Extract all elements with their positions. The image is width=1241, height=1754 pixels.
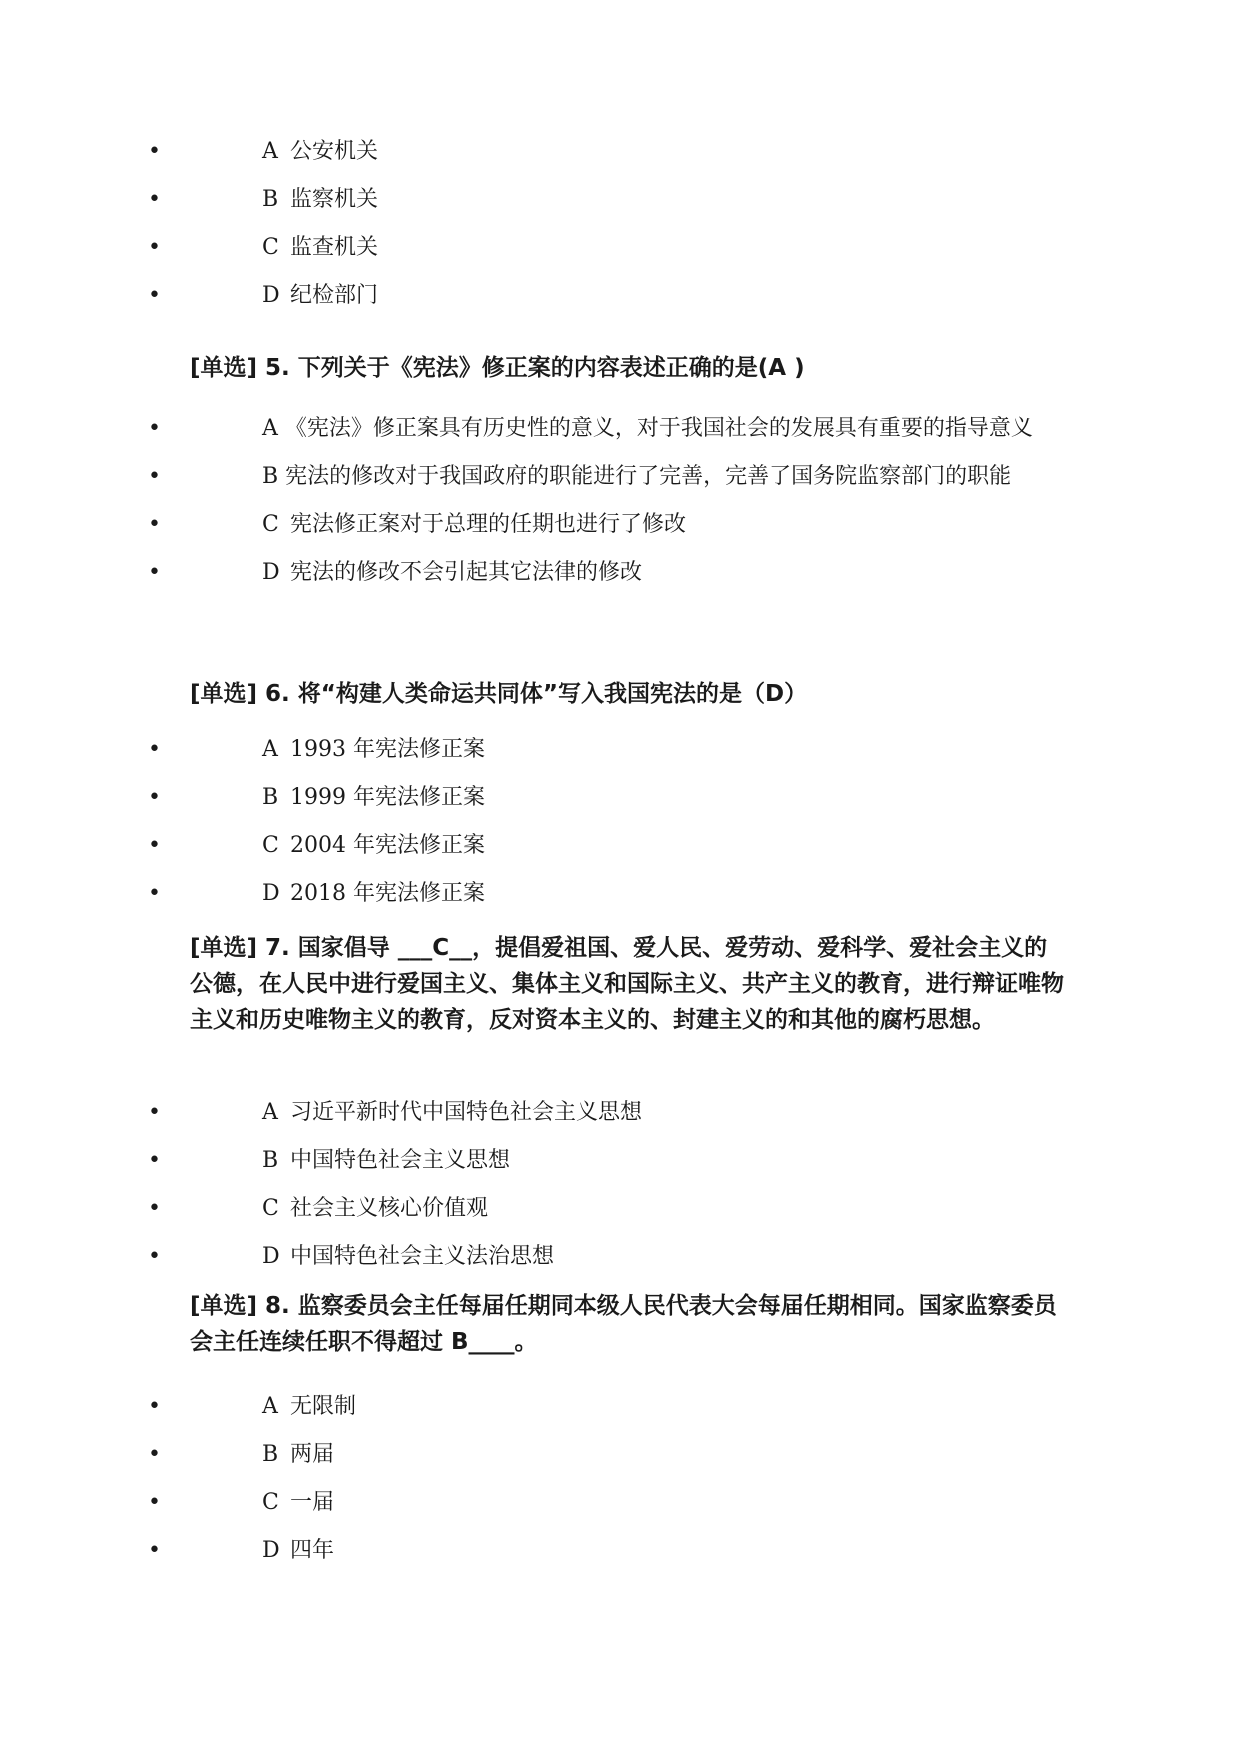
option-paragraph [190,460,1070,494]
q8-option-b [0,1438,1241,1472]
bullet-icon: • [148,1490,161,1515]
bullet-icon: • [148,560,161,585]
bullet-icon: • [148,1538,161,1563]
option-letter: C [262,833,279,858]
option-text: 《宪法》修正案具有历史性的意义，对于我国社会的发展具有重要的指导意义 [284,416,1033,441]
option-text: 宪法的修改对于我国政府的职能进行了完善，完善了国务院监察部门的职能 [285,464,1012,489]
q5-option-a [0,412,1070,446]
option-letter: D [262,1538,280,1563]
q7-option-a [0,1096,1241,1130]
bullet-icon: • [148,1244,161,1269]
option-letter: C [262,512,279,537]
q5-option-list [0,412,1241,604]
option-text: 社会主义核心价值观 [290,1196,489,1221]
option-text: 监查机关 [290,235,379,260]
q6-option-a [0,733,1241,767]
q4-option-b [0,183,1241,217]
option-letter: D [262,283,280,308]
option-text: 宪法的修改不会引起其它法律的修改 [290,560,643,585]
option-letter: B [262,464,279,489]
option-paragraph [190,412,1070,446]
option-letter: C [262,1490,279,1515]
bullet-icon: • [148,1442,161,1467]
option-text: 监察机关 [290,187,379,212]
option-text: 习近平新时代中国特色社会主义思想 [290,1100,643,1125]
q7-stem: [单选] 7. 国家倡导 ___C__，提倡爱祖国、爱人民、爱劳动、爱科学、爱社会主义的公德，在人民中进行爱国主义、集体主义和国际主义、共产主义的教育，进行辩证唯物主义和历史唯物主义的教育，反对资本主义的、封建主义的和其他的腐朽思想。 [190,935,1064,1033]
option-letter: D [262,560,280,585]
q4-option-c [0,231,1241,265]
option-text: 无限制 [290,1394,357,1419]
q6-option-c [0,829,1241,863]
q5-option-d [0,556,1241,590]
option-letter: A [262,416,278,441]
option-letter: B [262,187,279,212]
q6-option-d [0,877,1241,911]
bullet-icon: • [148,416,161,441]
bullet-icon: • [148,187,161,212]
option-letter: C [262,235,279,260]
q8-option-d [0,1534,1241,1568]
q6-option-list [0,733,1241,925]
q6-stem: [单选] 6. 将“构建人类命运共同体”写入我国宪法的是（D） [190,681,808,707]
bullet-icon: • [148,1394,161,1419]
option-letter: B [262,785,279,810]
q4-option-d [0,279,1241,313]
q8-option-a [0,1390,1241,1424]
option-text: 纪检部门 [290,283,379,308]
bullet-icon: • [148,785,161,810]
option-text: 2018 年宪法修正案 [290,881,485,906]
q8-option-list [0,1390,1241,1582]
option-text: 两届 [290,1442,335,1467]
bullet-icon: • [148,1148,161,1173]
bullet-icon: • [148,1100,161,1125]
option-letter: A [262,737,278,762]
q7-option-list [0,1096,1241,1288]
bullet-icon: • [148,235,161,260]
q6-option-b [0,781,1241,815]
option-text: 公安机关 [290,139,379,164]
bullet-icon: • [148,464,161,489]
q5-option-c [0,508,1241,542]
option-text: 四年 [290,1538,335,1563]
option-text: 2004 年宪法修正案 [290,833,485,858]
option-text: 宪法修正案对于总理的任期也进行了修改 [290,512,687,537]
option-letter: D [262,1244,280,1269]
option-letter: B [262,1148,279,1173]
bullet-icon: • [148,737,161,762]
bullet-icon: • [148,833,161,858]
bullet-icon: • [148,283,161,308]
bullet-icon: • [148,512,161,537]
q4-option-list [0,135,1241,327]
option-letter: A [262,139,278,164]
option-text: 1999 年宪法修正案 [290,785,485,810]
option-letter: A [262,1394,278,1419]
q8-stem: [单选] 8. 监察委员会主任每届任期同本级人民代表大会每届任期相同。国家监察委员会主任连续任职不得超过 B____。 [190,1293,1057,1355]
q4-option-a [0,135,1241,169]
q5-option-b [0,460,1070,494]
q8-option-c [0,1486,1241,1520]
option-letter: A [262,1100,278,1125]
bullet-icon: • [148,1196,161,1221]
q7-option-b [0,1144,1241,1178]
q7-option-d [0,1240,1241,1274]
bullet-icon: • [148,139,161,164]
option-text: 中国特色社会主义思想 [290,1148,511,1173]
q5-stem: [单选] 5. 下列关于《宪法》修正案的内容表述正确的是(A ) [190,355,805,381]
option-text: 中国特色社会主义法治思想 [290,1244,555,1269]
bullet-icon: • [148,881,161,906]
option-text: 1993 年宪法修正案 [290,737,485,762]
option-letter: B [262,1442,279,1467]
q7-option-c [0,1192,1241,1226]
option-letter: C [262,1196,279,1221]
option-text: 一届 [290,1490,335,1515]
option-letter: D [262,881,280,906]
